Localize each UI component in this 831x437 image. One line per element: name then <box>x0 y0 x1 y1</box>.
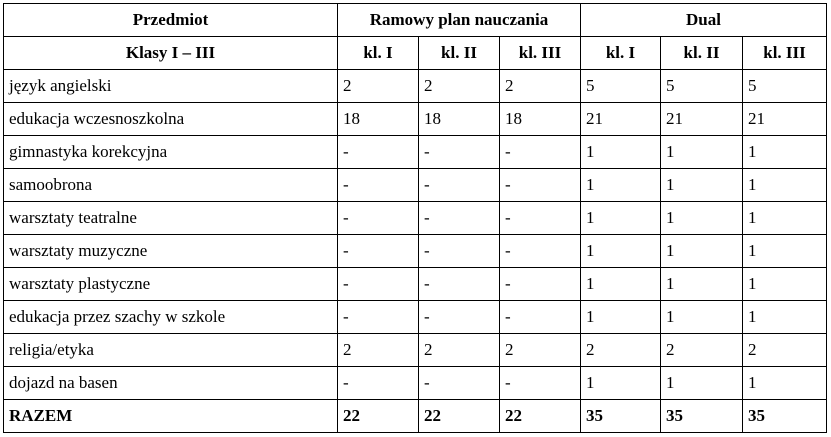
hours-cell: 1 <box>661 235 743 268</box>
header-class-col: kl. I <box>581 37 661 70</box>
table-row <box>4 235 827 268</box>
hours-cell: - <box>419 202 500 235</box>
header-class-col: kl. III <box>500 37 581 70</box>
hours-cell: 18 <box>338 103 419 136</box>
subject-name: gimnastyka korekcyjna <box>4 136 338 169</box>
hours-cell: 2 <box>500 70 581 103</box>
hours-cell: - <box>500 169 581 202</box>
hours-cell: - <box>419 235 500 268</box>
hours-cell: 35 <box>581 400 661 433</box>
hours-cell: 1 <box>743 268 827 301</box>
subject-name: warsztaty plastyczne <box>4 268 338 301</box>
hours-cell: 5 <box>581 70 661 103</box>
hours-cell: 2 <box>338 334 419 367</box>
hours-cell: 1 <box>661 169 743 202</box>
header-classes: Klasy I – III <box>4 37 338 70</box>
subject-name: RAZEM <box>4 400 338 433</box>
hours-cell: 2 <box>338 70 419 103</box>
hours-cell: - <box>500 301 581 334</box>
hours-cell: 2 <box>581 334 661 367</box>
subject-name: samoobrona <box>4 169 338 202</box>
hours-cell: 22 <box>419 400 500 433</box>
table-row <box>4 103 827 136</box>
hours-cell: - <box>419 367 500 400</box>
subject-name: edukacja wczesnoszkolna <box>4 103 338 136</box>
header-class-col: kl. II <box>419 37 500 70</box>
hours-cell: 1 <box>661 202 743 235</box>
hours-cell: 1 <box>581 268 661 301</box>
hours-cell: - <box>338 268 419 301</box>
header-framework-plan: Ramowy plan nauczania <box>338 4 581 37</box>
hours-cell: 22 <box>338 400 419 433</box>
hours-cell: 1 <box>743 136 827 169</box>
header-subject: Przedmiot <box>4 4 338 37</box>
subject-name: warsztaty muzyczne <box>4 235 338 268</box>
curriculum-table <box>3 3 827 433</box>
hours-cell: 18 <box>419 103 500 136</box>
hours-cell: - <box>338 367 419 400</box>
hours-cell: 1 <box>581 202 661 235</box>
hours-cell: 1 <box>743 202 827 235</box>
hours-cell: 35 <box>661 400 743 433</box>
hours-cell: - <box>419 136 500 169</box>
table-row <box>4 334 827 367</box>
table-row <box>4 169 827 202</box>
hours-cell: 1 <box>661 367 743 400</box>
hours-cell: 1 <box>661 268 743 301</box>
hours-cell: 1 <box>743 367 827 400</box>
hours-cell: - <box>500 268 581 301</box>
header-row-groups <box>4 4 827 37</box>
hours-cell: 2 <box>419 334 500 367</box>
hours-cell: 21 <box>661 103 743 136</box>
header-dual: Dual <box>581 4 827 37</box>
subject-name: edukacja przez szachy w szkole <box>4 301 338 334</box>
hours-cell: - <box>338 169 419 202</box>
hours-cell: 2 <box>743 334 827 367</box>
hours-cell: 5 <box>743 70 827 103</box>
hours-cell: 21 <box>743 103 827 136</box>
hours-cell: - <box>338 301 419 334</box>
hours-cell: 1 <box>581 169 661 202</box>
hours-cell: - <box>338 235 419 268</box>
hours-cell: 1 <box>661 301 743 334</box>
table-row <box>4 70 827 103</box>
hours-cell: - <box>419 169 500 202</box>
table-row-total <box>4 400 827 433</box>
subject-name: warsztaty teatralne <box>4 202 338 235</box>
hours-cell: - <box>338 136 419 169</box>
header-class-col: kl. III <box>743 37 827 70</box>
hours-cell: 22 <box>500 400 581 433</box>
hours-cell: - <box>500 235 581 268</box>
hours-cell: 1 <box>743 301 827 334</box>
hours-cell: - <box>500 136 581 169</box>
hours-cell: - <box>338 202 419 235</box>
table-row <box>4 268 827 301</box>
hours-cell: 2 <box>661 334 743 367</box>
subject-name: dojazd na basen <box>4 367 338 400</box>
hours-cell: 2 <box>500 334 581 367</box>
hours-cell: 18 <box>500 103 581 136</box>
header-row-classes <box>4 37 827 70</box>
hours-cell: 1 <box>743 169 827 202</box>
hours-cell: 1 <box>581 136 661 169</box>
hours-cell: - <box>500 367 581 400</box>
hours-cell: 1 <box>661 136 743 169</box>
table-row <box>4 367 827 400</box>
header-class-col: kl. II <box>661 37 743 70</box>
table-body <box>4 70 827 433</box>
hours-cell: 1 <box>743 235 827 268</box>
subject-name: język angielski <box>4 70 338 103</box>
hours-cell: 2 <box>419 70 500 103</box>
subject-name: religia/etyka <box>4 334 338 367</box>
hours-cell: 1 <box>581 301 661 334</box>
table-row <box>4 136 827 169</box>
hours-cell: 5 <box>661 70 743 103</box>
hours-cell: - <box>500 202 581 235</box>
hours-cell: 1 <box>581 235 661 268</box>
hours-cell: 1 <box>581 367 661 400</box>
hours-cell: 21 <box>581 103 661 136</box>
hours-cell: - <box>419 268 500 301</box>
table-row <box>4 202 827 235</box>
hours-cell: 35 <box>743 400 827 433</box>
hours-cell: - <box>419 301 500 334</box>
header-class-col: kl. I <box>338 37 419 70</box>
table-row <box>4 301 827 334</box>
